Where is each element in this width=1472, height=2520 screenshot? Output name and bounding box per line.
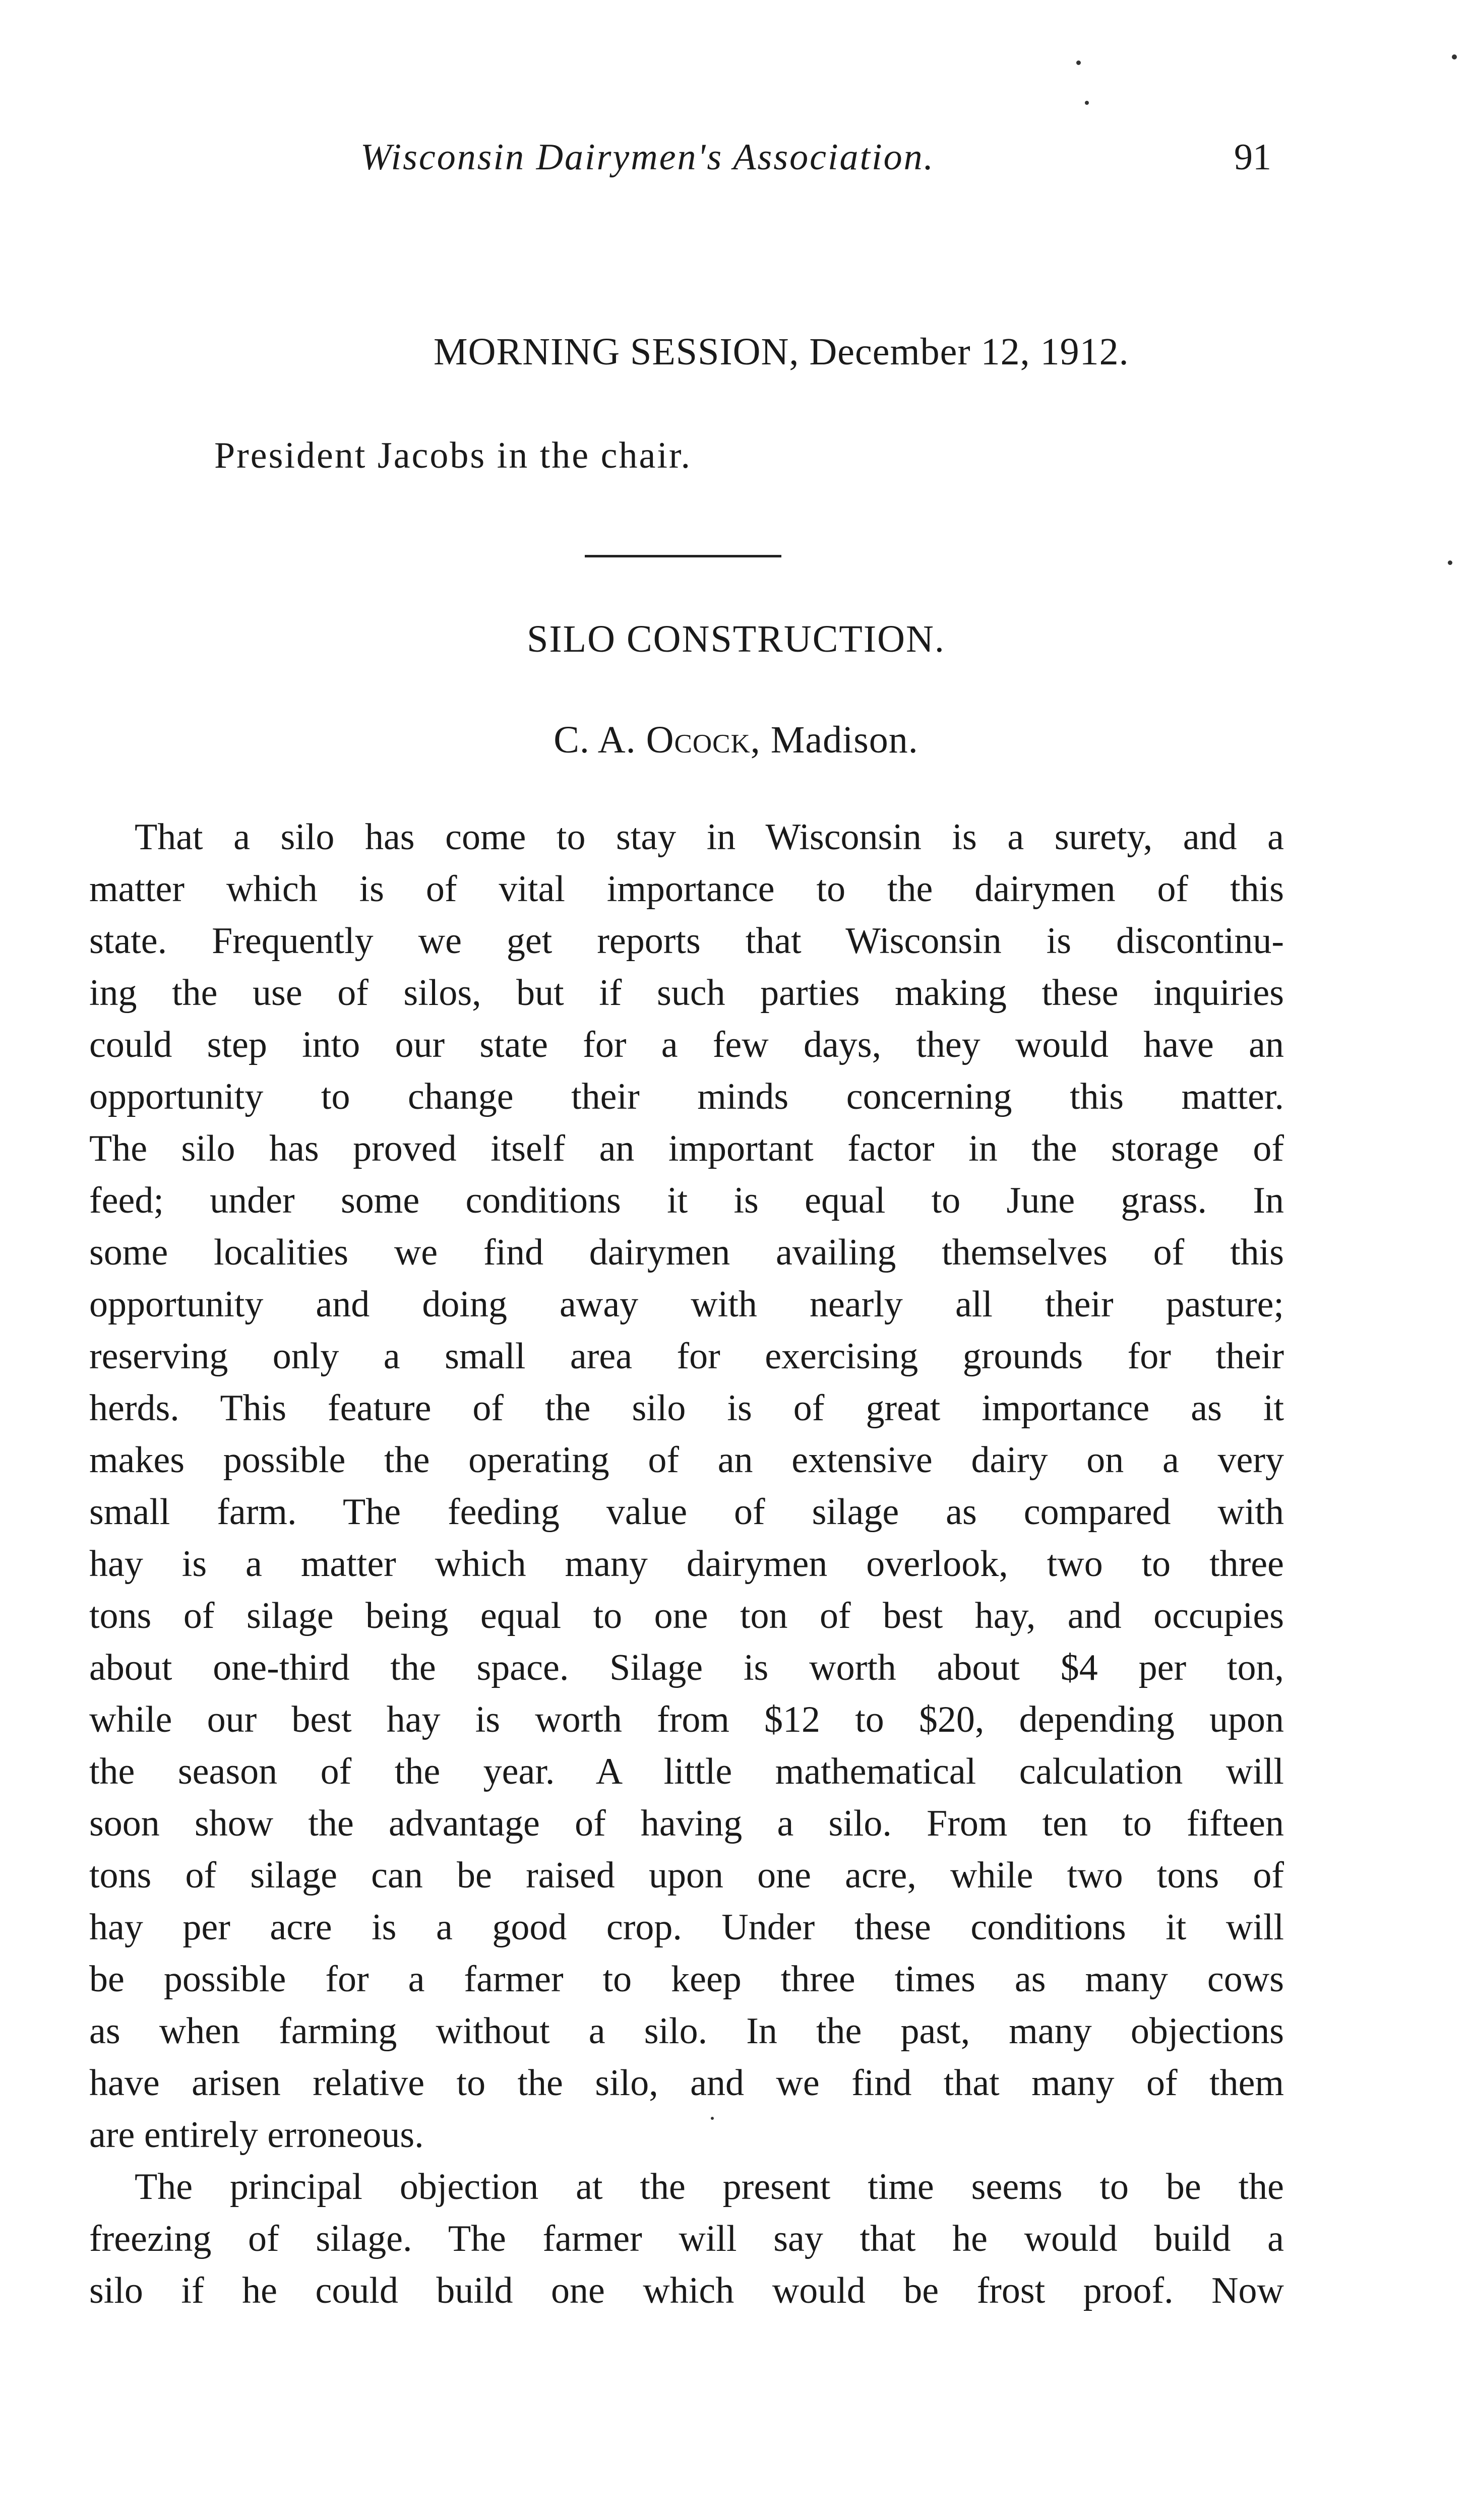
text-line: freezing of silage. The farmer will say that he would build a — [89, 2218, 1284, 2259]
session-heading: MORNING SESSION, December 12, 1912. — [434, 331, 1129, 373]
text-line: herds. This feature of the silo is of great importance as it — [89, 1388, 1284, 1429]
running-title: Wisconsin Dairymen's Association. — [360, 137, 935, 178]
text-line: hay is a matter which many dairymen overlook, two to three — [89, 1543, 1284, 1585]
page-number: 91 — [1234, 137, 1271, 178]
section-divider — [585, 555, 781, 557]
text-line: silo if he could build one which would be frost proof. Now — [89, 2270, 1284, 2311]
text-line: opportunity and doing away with nearly all their pasture; — [89, 1284, 1284, 1325]
text-line: The silo has proved itself an important factor in the storage of — [89, 1128, 1284, 1169]
text-line: reserving only a small area for exercising grounds for their — [89, 1336, 1284, 1377]
text-line: tons of silage can be raised upon one acre, while two tons of — [89, 1855, 1284, 1896]
text-line: That a silo has come to stay in Wisconsin is a surety, and a — [135, 816, 1284, 858]
text-line: tons of silage being equal to one ton of best hay, and occupies — [89, 1595, 1284, 1636]
text-line: about one-third the space. Silage is worth about $4 per ton, — [89, 1647, 1284, 1688]
scan-speck — [1452, 54, 1457, 59]
text-line: be possible for a farmer to keep three times as many cows — [89, 1959, 1284, 2000]
text-line: as when farming without a silo. In the past, many objections — [89, 2010, 1284, 2052]
text-line: makes possible the operating of an extensive dairy on a very — [89, 1439, 1284, 1481]
text-line: matter which is of vital importance to the dairymen of this — [89, 868, 1284, 910]
author-byline — [0, 718, 1472, 762]
scan-speck — [711, 2117, 714, 2120]
text-line: The principal objection at the present time seems to be the — [135, 2166, 1284, 2208]
author-initials: C. A. — [554, 719, 636, 761]
text-line: have arisen relative to the silo, and we find that many of them — [89, 2062, 1284, 2104]
text-line: could step into our state for a few days, they would have an — [89, 1024, 1284, 1065]
chair-note: President Jacobs in the chair. — [214, 435, 692, 476]
article-body — [89, 811, 1284, 2317]
text-line: the season of the year. A little mathematical calculation will — [89, 1751, 1284, 1792]
article-title: SILO CONSTRUCTION. — [527, 618, 945, 660]
text-line: feed; under some conditions it is equal to June grass. In — [89, 1180, 1284, 1221]
text-line: hay per acre is a good crop. Under these conditions it will — [89, 1907, 1284, 1948]
text-line: ing the use of silos, but if such parties making these inquiries — [89, 972, 1284, 1014]
author-place: , Madison. — [750, 719, 918, 761]
author-surname: Ocock — [646, 719, 751, 761]
scan-speck — [1076, 60, 1081, 65]
running-head — [0, 136, 1472, 192]
text-line: some localities we find dairymen availing themselves of this — [89, 1232, 1284, 1273]
text-line: while our best hay is worth from $12 to $20, depending upon — [89, 1699, 1284, 1740]
scan-speck — [1448, 560, 1452, 565]
text-line: opportunity to change their minds concerning this matter. — [89, 1076, 1284, 1117]
text-line: are entirely erroneous. — [89, 2114, 424, 2156]
text-line: soon show the advantage of having a silo. From ten to fifteen — [89, 1803, 1284, 1844]
scan-speck — [1085, 101, 1089, 105]
text-line: state. Frequently we get reports that Wisconsin is discontinu- — [89, 920, 1284, 962]
text-line: small farm. The feeding value of silage as compared with — [89, 1491, 1284, 1533]
